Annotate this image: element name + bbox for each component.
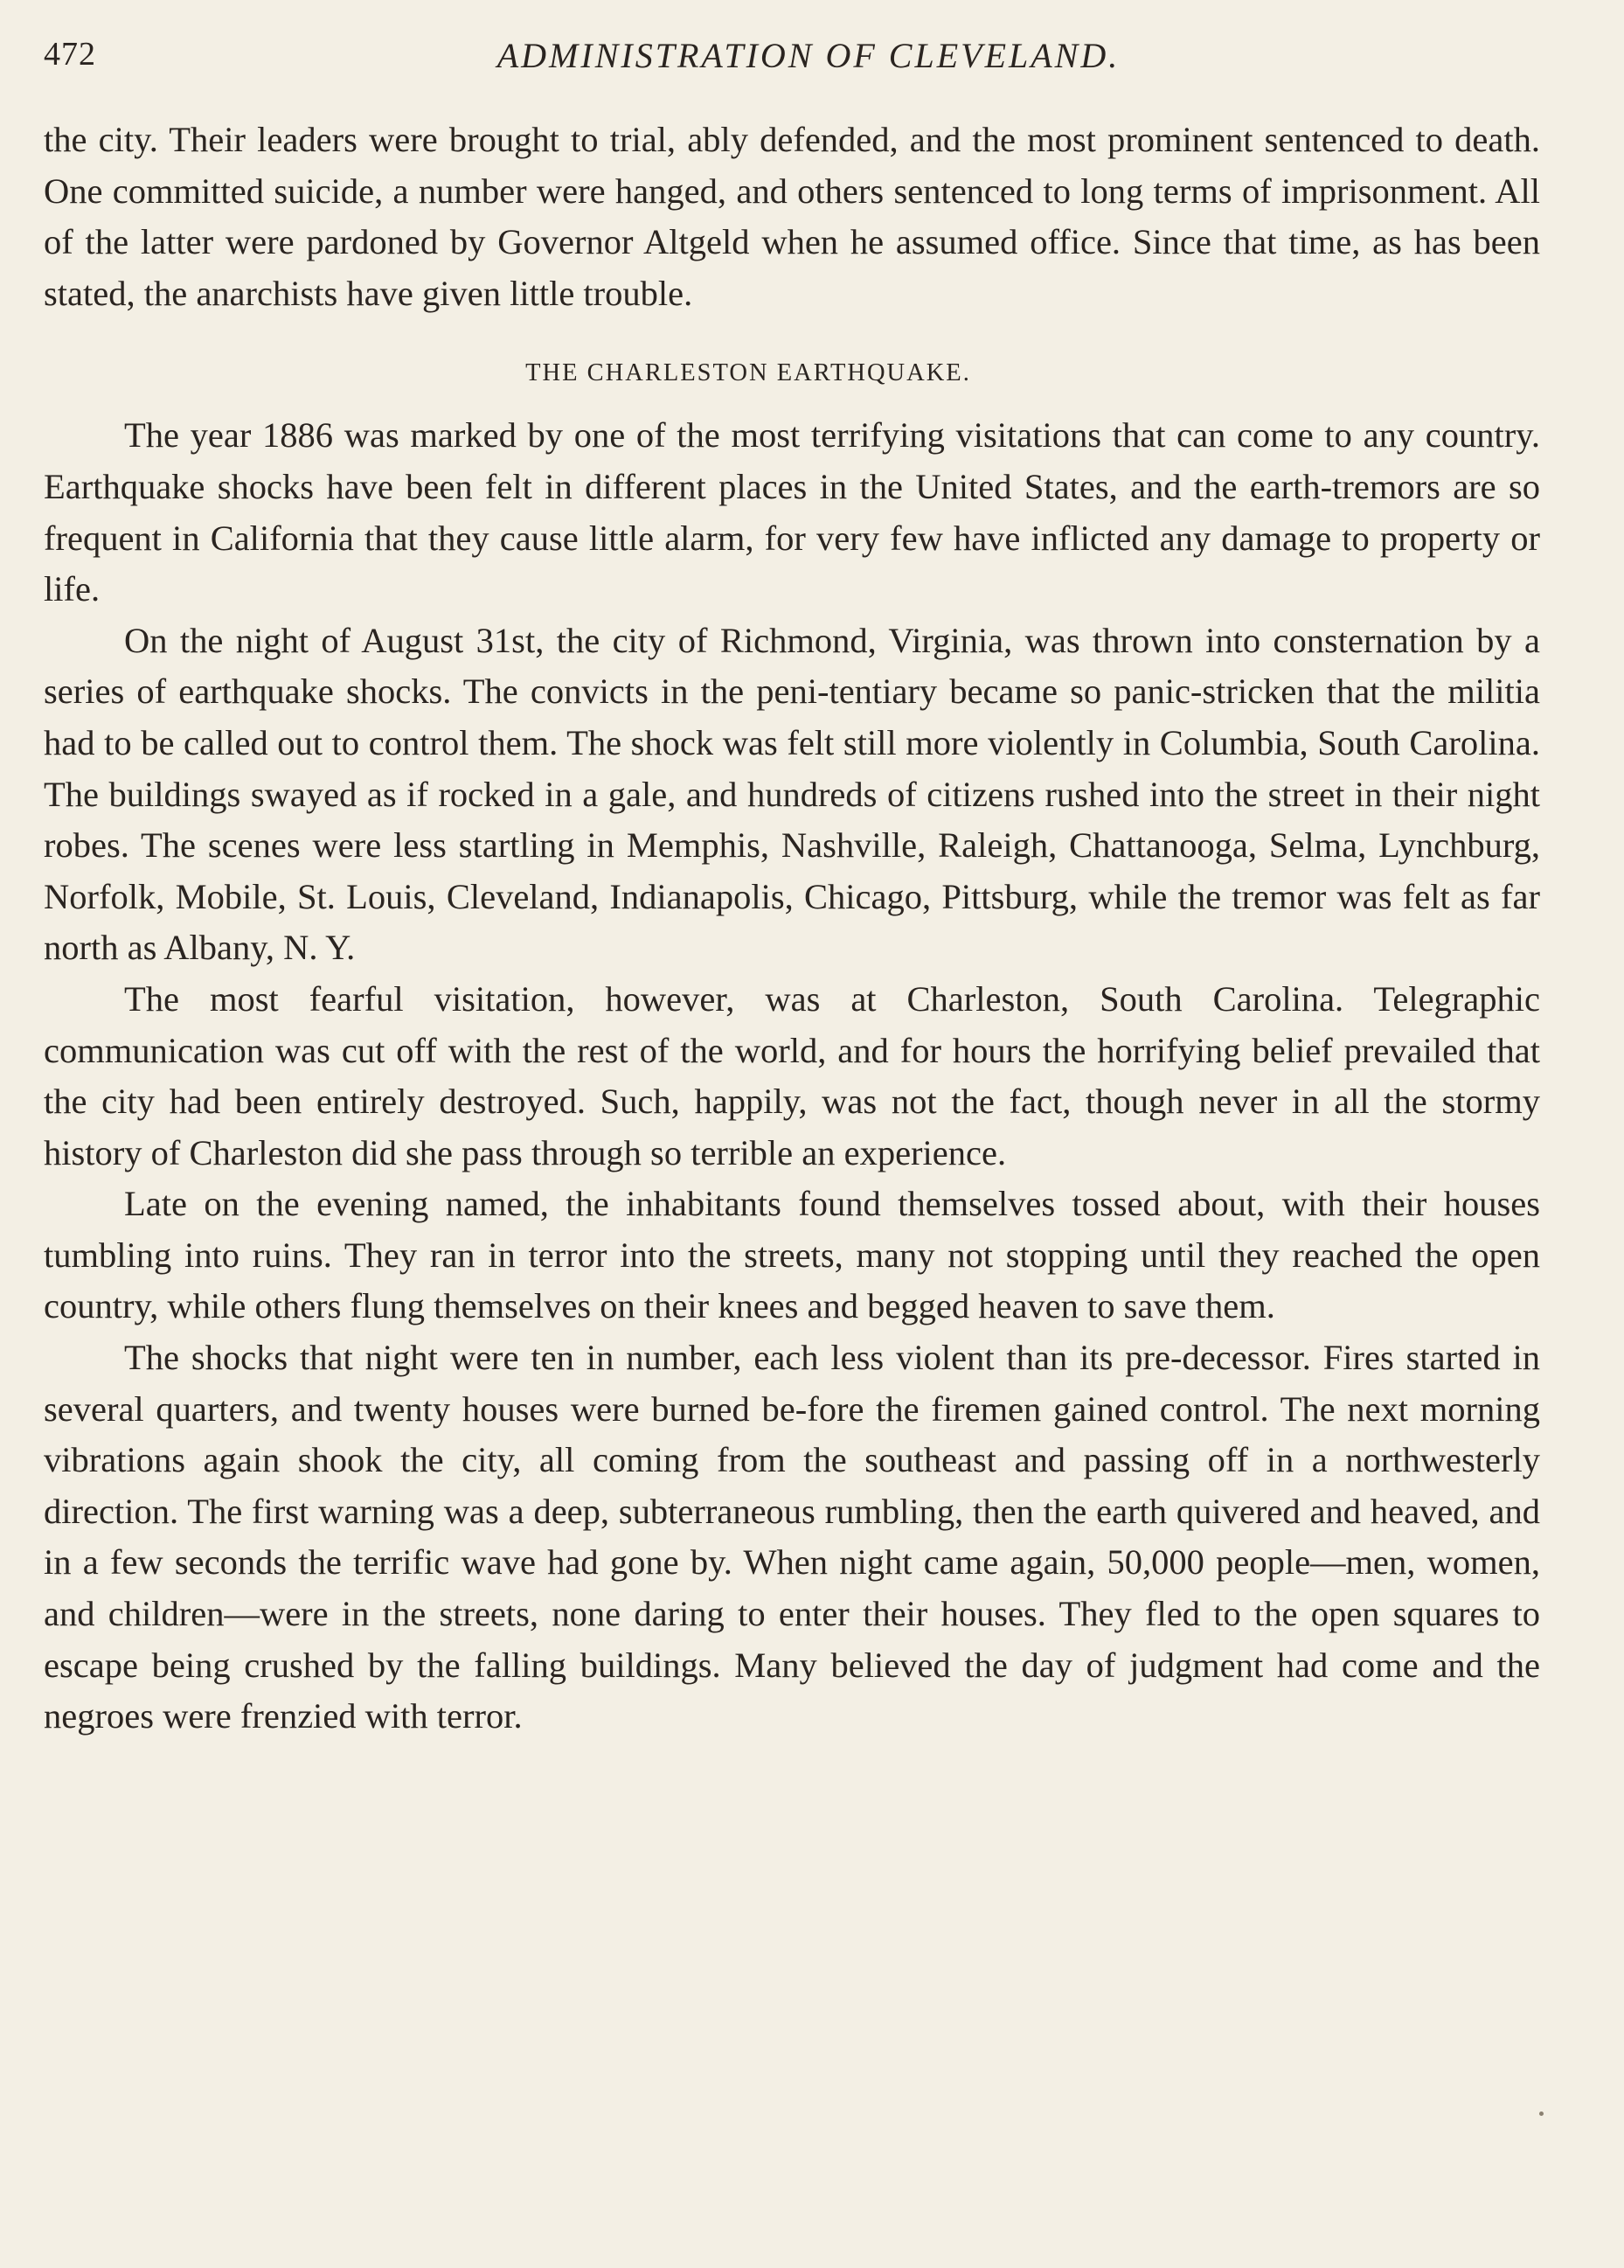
body-text bbox=[44, 115, 1540, 1743]
paragraph: The shocks that night were ten in number, each less violent than its pre-decessor. Fires started in several quarters, and twenty houses were burned be-fore the firemen gained control. The next morning vibrations again shook the city, all coming from the southeast and passing off in a northwesterly direction. The first warning was a deep, subterraneous rumbling, then the earth quivered and heaved, and in a few seconds the terrific wave had gone by. When night came again, 50,000 people—men, women, and children—were in the streets, none daring to enter their houses. They fled to the open squares to escape being crushed by the falling buildings. Many believed the day of judgment had come and the negroes were frenzied with terror. bbox=[44, 1338, 1540, 1736]
paragraph: Late on the evening named, the inhabitants found themselves tossed about, with their houses tumbling into ruins. They ran in terror into the streets, many not stopping until they reached the open country, while others flung themselves on their knees and begged heaven to save them. bbox=[44, 1184, 1540, 1326]
paragraph: On the night of August 31st, the city of Richmond, Virginia, was thrown into consternation by a series of earthquake shocks. The convicts in the peni-tentiary became so panic-stricken that the militia had to be called out to control them. The shock was felt still more violently in Columbia, South Carolina. The buildings swayed as if rocked in a gale, and hundreds of citizens rushed into the street in their night robes. The scenes were less startling in Memphis, Nashville, Raleigh, Chattanooga, Selma, Lynchburg, Norfolk, Mobile, St. Louis, Cleveland, Indianapolis, Chicago, Pittsburg, while the tremor was felt as far north as Albany, N. Y. bbox=[44, 620, 1540, 968]
printing-dot-mark bbox=[1539, 2111, 1544, 2116]
running-head: ADMINISTRATION OF CLEVELAND. bbox=[496, 36, 1121, 75]
section-heading: THE CHARLESTON EARTHQUAKE. bbox=[525, 359, 971, 387]
paragraph-continuation: the city. Their leaders were brought to trial, ably defended, and the most prominent sentenced to death. One committed suicide, a number were hanged, and others sentenced to long terms of imprisonment. All of the latter were pardoned by Governor Altgeld when he assumed office. Since that time, as has been stated, the anarchists have given little trouble. bbox=[44, 120, 1540, 313]
paragraph: The year 1886 was marked by one of the most terrifying visitations that can come to any country. Earthquake shocks have been felt in different places in the United States, and the earth-tremors are so frequent in California that they cause little alarm, for very few have inflicted any damage to property or life. bbox=[44, 415, 1540, 609]
page-number: 472 bbox=[44, 36, 96, 73]
page-header bbox=[44, 35, 1538, 87]
paragraph: The most fearful visitation, however, was at Charleston, South Carolina. Telegraphic communication was cut off with the rest of the world, and for hours the horrifying belief prevailed that the city had been entirely destroyed. Such, happily, was not the fact, though never in all the stormy history of Charleston did she pass through so terrible an experience. bbox=[44, 978, 1540, 1172]
